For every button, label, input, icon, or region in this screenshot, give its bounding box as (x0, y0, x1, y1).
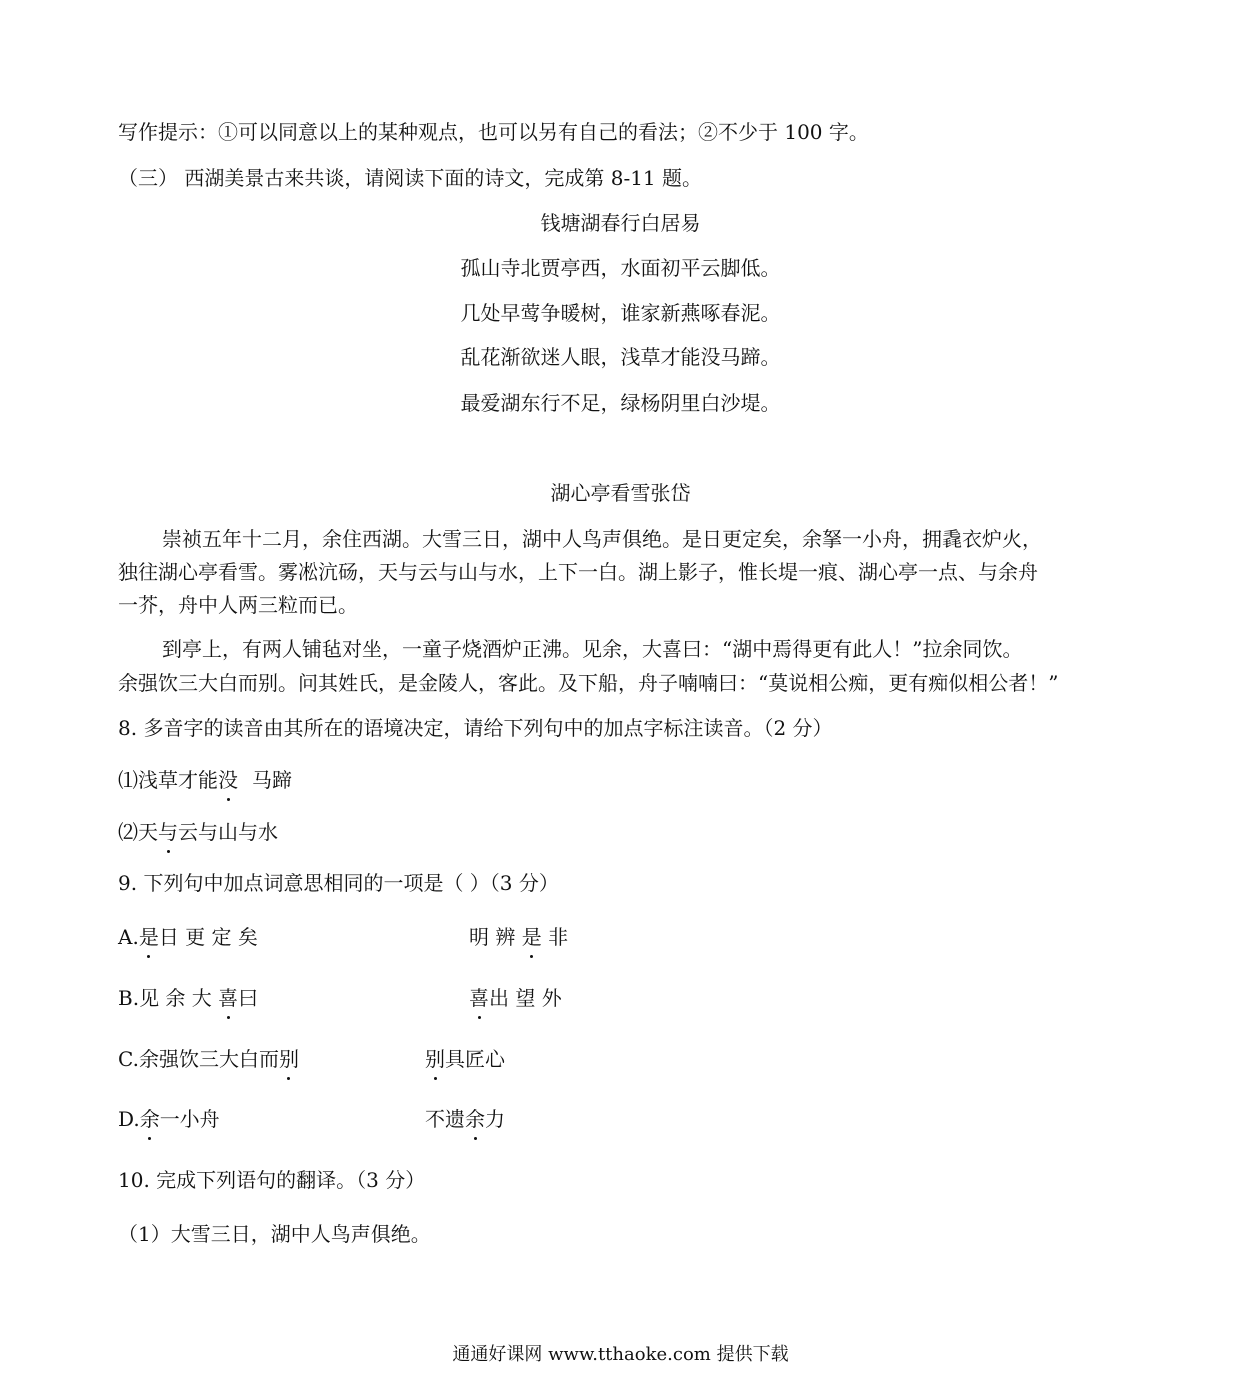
option-a-right (469, 923, 568, 951)
option-text: 非 (541, 925, 569, 949)
poem-line: 几处早莺争暖树，谁家新燕啄春泥。 (460, 301, 781, 325)
question-8-item-2 (118, 818, 278, 846)
item-text: 马蹄 (252, 768, 292, 792)
essay-line: 崇祯五年十二月，余住西湖。大雪三日，湖中人鸟声俱绝。是日更定矣，余拏一小舟，拥毳衣炉火， (162, 527, 1042, 551)
question-9-stem: 9. 下列句中加点词意思相同的一项是（ ）（3 分） (118, 871, 559, 895)
option-d-left (118, 1105, 220, 1133)
item-text: 云与山与水 (178, 820, 278, 844)
essay-line: 独往湖心亭看雪。雾凇沆砀，天与云与山与水，上下一白。湖上影子，惟长堤一痕、湖心亭一点、与余舟 (118, 560, 1038, 584)
option-label: B. (118, 986, 140, 1010)
option-text: 具匠心 (445, 1047, 505, 1071)
essay-title: 湖心亭看雪张岱 (550, 481, 691, 505)
option-text: 力 (485, 1107, 505, 1131)
question-10-stem: 10. 完成下列语句的翻译。（3 分） (118, 1168, 426, 1192)
writing-hint: 写作提示：①可以同意以上的某种观点，也可以另有自己的看法；②不少于 100 字。 (118, 120, 869, 144)
option-label: C. (118, 1047, 139, 1071)
dotted-char: 没 (218, 768, 238, 792)
poem-line: 乱花渐欲迷人眼，浅草才能没马蹄。 (460, 345, 781, 369)
dotted-char: 是 (138, 925, 159, 949)
poem-line: 最爱湖东行不足，绿杨阴里白沙堤。 (460, 391, 781, 415)
option-text: 明 辨 (469, 925, 522, 949)
dotted-char: 别 (278, 1047, 299, 1071)
question-8-stem: 8. 多音字的读音由其所在的语境决定，请给下列句中的加点字标注读音。（2 分） (118, 716, 833, 740)
dotted-char: 喜 (469, 986, 489, 1010)
option-c-left (118, 1045, 299, 1073)
essay-line: 余强饮三大白而别。问其姓氏，是金陵人，客此。及下船，舟子喃喃曰：“莫说相公痴，更有痴似相公者！” (118, 671, 1059, 695)
dotted-char: 与 (158, 820, 178, 844)
option-text: 不遗 (425, 1107, 465, 1131)
question-10-item-1: （1）大雪三日，湖中人鸟声俱绝。 (118, 1222, 431, 1246)
option-text: 日 更 定 矣 (158, 925, 258, 949)
section-three-intro: （三） 西湖美景古来共谈，请阅读下面的诗文，完成第 8-11 题。 (118, 166, 703, 190)
option-text: 曰 (238, 986, 259, 1010)
dotted-char: 别 (425, 1047, 445, 1071)
option-text: 出 望 外 (489, 986, 562, 1010)
option-text: 一小舟 (159, 1107, 220, 1131)
option-text: 见 余 大 (139, 986, 219, 1010)
option-c-right (425, 1045, 505, 1073)
question-8-item-1 (118, 766, 292, 794)
dotted-char: 喜 (218, 986, 239, 1010)
option-label: A. (118, 925, 139, 949)
item-text: ⑵天 (118, 820, 158, 844)
poem-line: 孤山寺北贾亭西，水面初平云脚低。 (460, 256, 781, 280)
dotted-char: 余 (139, 1107, 160, 1131)
poem-title: 钱塘湖春行白居易 (540, 211, 701, 235)
dotted-char: 余 (465, 1107, 485, 1131)
option-b-right (469, 984, 562, 1012)
page-footer: 通通好课网 www.tthaoke.com 提供下载 (452, 1344, 789, 1365)
option-text: 余强饮三大白而 (138, 1047, 279, 1071)
option-label: D. (118, 1107, 140, 1131)
option-a-left (118, 923, 258, 951)
option-d-right (425, 1105, 505, 1133)
dotted-char: 是 (521, 925, 542, 949)
option-b-left (118, 984, 258, 1012)
essay-line: 到亭上，有两人铺毡对坐，一童子烧酒炉正沸。见余，大喜曰：“湖中焉得更有此人！”拉余同饮。 (162, 637, 1023, 661)
item-text: ⑴浅草才能 (118, 768, 218, 792)
essay-line: 一芥，舟中人两三粒而已。 (118, 593, 358, 617)
